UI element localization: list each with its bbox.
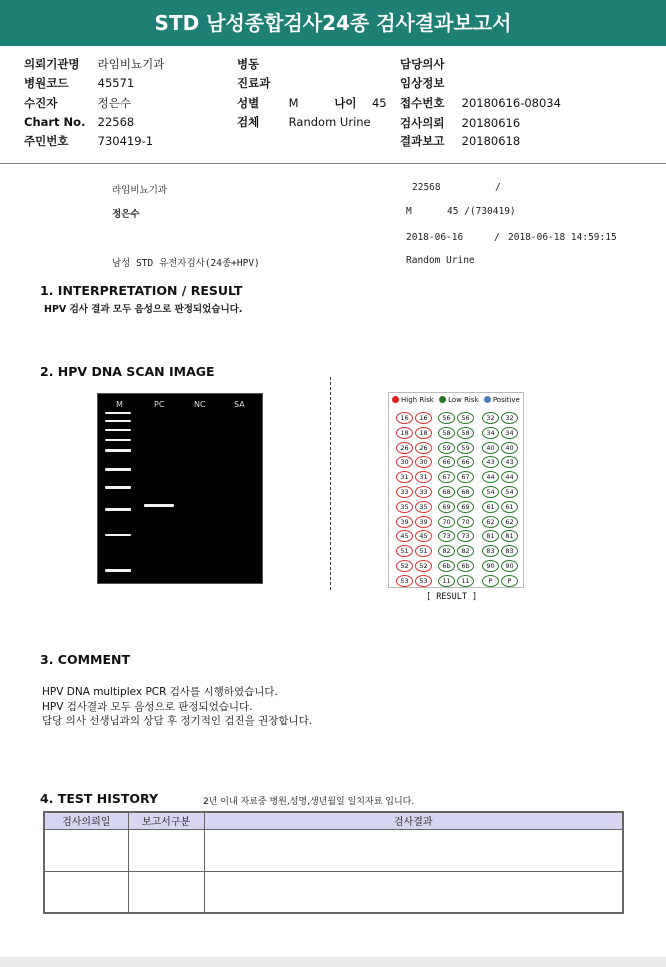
chip-spot: 56 bbox=[438, 412, 455, 424]
column-header-request-date: 검사의뢰일 bbox=[44, 812, 128, 829]
institution-row bbox=[24, 56, 164, 72]
chip-spot: 6b bbox=[457, 560, 474, 572]
chart-value: 22568 bbox=[97, 115, 135, 129]
positive-dot-icon bbox=[484, 396, 491, 403]
doctor-row bbox=[400, 56, 444, 72]
sex-value: M bbox=[288, 96, 299, 110]
institution-value: 라임비뇨기과 bbox=[97, 57, 165, 71]
column-header-result: 검사결과 bbox=[204, 812, 623, 829]
chip-spot: 45 bbox=[415, 530, 432, 542]
chip-spot: 6b bbox=[438, 560, 455, 572]
comment-line: HPV 검사결과 모두 음성으로 판정되었습니다. bbox=[42, 701, 253, 713]
chip-spot: P bbox=[482, 575, 499, 587]
chip-spot: 18 bbox=[396, 427, 413, 439]
gel-electrophoresis-image bbox=[97, 393, 263, 584]
gel-lane-label: M bbox=[116, 400, 123, 409]
chip-spot: 18 bbox=[415, 427, 432, 439]
resident-row bbox=[24, 133, 153, 149]
chip-spot: 67 bbox=[457, 471, 474, 483]
chip-spot: 90 bbox=[482, 560, 499, 572]
summary-institution: 라임비뇨기과 bbox=[112, 185, 168, 196]
history-title: 4. TEST HISTORY bbox=[40, 791, 159, 806]
chip-spot: 70 bbox=[457, 516, 474, 528]
chip-spot: 26 bbox=[396, 442, 413, 454]
chip-spot: 82 bbox=[438, 545, 455, 557]
report-date-label: 결과보고 bbox=[400, 134, 445, 148]
chip-spot: 58 bbox=[457, 427, 474, 439]
report-date-row bbox=[400, 133, 520, 149]
chip-spot: 54 bbox=[501, 486, 518, 498]
gel-band bbox=[105, 534, 131, 536]
chip-spot: 35 bbox=[396, 501, 413, 513]
specimen-label: 검체 bbox=[237, 115, 260, 129]
gel-band-positive-control bbox=[144, 504, 174, 507]
chip-spot: 33 bbox=[396, 486, 413, 498]
gel-band bbox=[105, 429, 131, 431]
comment-line: 담당 의사 선생님과의 상담 후 정기적인 검진을 권장합니다. bbox=[42, 715, 313, 727]
gel-lane-label: SA bbox=[234, 400, 245, 409]
resident-label: 주민번호 bbox=[24, 134, 69, 148]
chip-spot: 51 bbox=[396, 545, 413, 557]
comment-title: 3. COMMENT bbox=[40, 652, 131, 667]
legend-label: Positive bbox=[492, 396, 520, 404]
chip-spot: 11 bbox=[457, 575, 474, 587]
patient-value: 정은수 bbox=[97, 96, 131, 110]
hospital-code-label: 병원코드 bbox=[24, 76, 69, 90]
age-value: 45 bbox=[371, 96, 387, 110]
chip-spot: 83 bbox=[501, 545, 518, 557]
chip-spot: 83 bbox=[482, 545, 499, 557]
dept-label: 진료과 bbox=[237, 76, 271, 90]
chip-spot: 53 bbox=[415, 575, 432, 587]
dept-row bbox=[237, 75, 270, 91]
chip-spot: 34 bbox=[501, 427, 518, 439]
table-row bbox=[44, 871, 623, 913]
institution-label: 의뢰기관명 bbox=[24, 57, 80, 71]
summary-age-resident: 45 /(730419) bbox=[447, 206, 516, 217]
chip-spot: 30 bbox=[396, 456, 413, 468]
clinical-label: 임상정보 bbox=[400, 76, 445, 90]
history-header-row bbox=[44, 812, 623, 829]
chip-spot: 69 bbox=[438, 501, 455, 513]
gel-lane-label: NC bbox=[194, 400, 206, 409]
request-label: 검사의뢰 bbox=[400, 116, 445, 130]
chip-spot: 73 bbox=[438, 530, 455, 542]
table-row bbox=[44, 829, 623, 871]
doctor-label: 담당의사 bbox=[400, 57, 445, 71]
chip-legend bbox=[389, 396, 525, 404]
gel-band bbox=[105, 508, 131, 511]
chip-spot: 62 bbox=[501, 516, 518, 528]
chip-spot: 62 bbox=[482, 516, 499, 528]
request-row bbox=[400, 115, 520, 131]
legend-label: Low Risk bbox=[448, 396, 479, 404]
specimen-value: Random Urine bbox=[288, 115, 371, 129]
patient-label: 수진자 bbox=[24, 96, 58, 110]
chip-spot: 81 bbox=[482, 530, 499, 542]
interpretation-text: HPV 검사 결과 모두 음성으로 판정되었습니다. bbox=[44, 304, 243, 315]
chip-spot: 68 bbox=[457, 486, 474, 498]
interpretation-title: 1. INTERPRETATION / RESULT bbox=[40, 283, 243, 298]
divider-dashed-line bbox=[330, 377, 331, 590]
chip-spot: 67 bbox=[438, 471, 455, 483]
chip-spot: 16 bbox=[396, 412, 413, 424]
chip-spot: 70 bbox=[438, 516, 455, 528]
footer-bar bbox=[0, 957, 666, 967]
chip-spot: 40 bbox=[482, 442, 499, 454]
gel-band bbox=[105, 412, 131, 414]
chip-spot: 33 bbox=[415, 486, 432, 498]
summary-test-name: 남성 STD 유전자검사(24종+HPV) bbox=[112, 258, 260, 269]
table-cell bbox=[128, 829, 204, 871]
summary-patient: 정은수 bbox=[112, 209, 140, 220]
chip-spot: 30 bbox=[415, 456, 432, 468]
chip-spot: 45 bbox=[396, 530, 413, 542]
chip-spot: 66 bbox=[438, 456, 455, 468]
chip-spot: 90 bbox=[501, 560, 518, 572]
chip-spot: 73 bbox=[457, 530, 474, 542]
legend-label: High Risk bbox=[401, 396, 434, 404]
report-date-value: 20180618 bbox=[461, 134, 521, 148]
summary-chart-slash: / bbox=[495, 182, 501, 193]
gel-band bbox=[105, 486, 131, 489]
receipt-label: 접수번호 bbox=[400, 96, 445, 110]
header-info bbox=[0, 46, 666, 164]
gel-lane-label: PC bbox=[154, 400, 165, 409]
table-cell bbox=[204, 871, 623, 913]
summary-sex: M bbox=[406, 206, 412, 217]
chart-label: Chart No. bbox=[24, 115, 86, 129]
table-cell bbox=[44, 871, 128, 913]
low-risk-dot-icon bbox=[439, 396, 446, 403]
patient-row bbox=[24, 95, 131, 111]
chip-spot: 51 bbox=[415, 545, 432, 557]
gel-band bbox=[105, 569, 131, 572]
hpv-chip-result-image bbox=[388, 392, 524, 588]
column-header-report-type: 보고서구분 bbox=[128, 812, 204, 829]
chip-spot: 58 bbox=[438, 427, 455, 439]
sex-label: 성별 bbox=[237, 96, 260, 110]
chip-spot: 44 bbox=[482, 471, 499, 483]
chip-spot: 68 bbox=[438, 486, 455, 498]
hospital-code-row bbox=[24, 75, 134, 91]
chip-spot: P bbox=[501, 575, 518, 587]
scan-title: 2. HPV DNA SCAN IMAGE bbox=[40, 364, 215, 379]
chip-spot: 39 bbox=[396, 516, 413, 528]
high-risk-dot-icon bbox=[392, 396, 399, 403]
sex-age-row bbox=[237, 95, 387, 111]
chip-spot: 69 bbox=[457, 501, 474, 513]
chip-spot: 35 bbox=[415, 501, 432, 513]
chip-spot: 53 bbox=[396, 575, 413, 587]
gel-band bbox=[105, 449, 131, 452]
table-cell bbox=[44, 829, 128, 871]
chip-spot: 39 bbox=[415, 516, 432, 528]
history-note: 2년 이내 자료중 병원,성명,생년월일 일치자료 입니다. bbox=[203, 797, 415, 807]
summary-date-slash: / bbox=[494, 232, 500, 243]
chip-spot: 61 bbox=[501, 501, 518, 513]
hospital-code-value: 45571 bbox=[97, 76, 135, 90]
summary-specimen: Random Urine bbox=[406, 255, 475, 266]
chip-spot: 54 bbox=[482, 486, 499, 498]
chip-spot: 40 bbox=[501, 442, 518, 454]
chip-spot: 52 bbox=[415, 560, 432, 572]
chart-row bbox=[24, 115, 134, 129]
summary-chart: 22568 bbox=[412, 182, 441, 193]
report-title: STD 남성종합검사24종 검사결과보고서 bbox=[0, 0, 666, 46]
table-cell bbox=[204, 829, 623, 871]
chip-spot: 32 bbox=[501, 412, 518, 424]
chip-spot: 43 bbox=[501, 456, 518, 468]
chip-spot: 81 bbox=[501, 530, 518, 542]
chip-spot: 59 bbox=[457, 442, 474, 454]
chip-spot: 59 bbox=[438, 442, 455, 454]
clinical-row bbox=[400, 75, 444, 91]
summary-date1: 2018-06-16 bbox=[406, 232, 464, 243]
receipt-row bbox=[400, 95, 561, 111]
ward-label: 병동 bbox=[237, 57, 260, 71]
chip-spot: 26 bbox=[415, 442, 432, 454]
chip-spot: 31 bbox=[415, 471, 432, 483]
age-label: 나이 bbox=[334, 96, 357, 110]
chip-spot: 31 bbox=[396, 471, 413, 483]
chip-spot: 52 bbox=[396, 560, 413, 572]
result-caption: [ RESULT ] bbox=[426, 592, 478, 602]
chip-spot: 16 bbox=[415, 412, 432, 424]
gel-band bbox=[105, 468, 131, 471]
chip-spot: 34 bbox=[482, 427, 499, 439]
request-value: 20180616 bbox=[461, 116, 521, 130]
table-cell bbox=[128, 871, 204, 913]
specimen-row bbox=[237, 114, 371, 130]
comment-line: HPV DNA multiplex PCR 검사를 시행하였습니다. bbox=[42, 686, 278, 698]
ward-row bbox=[237, 56, 259, 72]
chip-spot: 56 bbox=[457, 412, 474, 424]
chip-spot: 82 bbox=[457, 545, 474, 557]
resident-value: 730419-1 bbox=[97, 134, 154, 148]
gel-band bbox=[105, 420, 131, 422]
receipt-value: 20180616-08034 bbox=[461, 96, 561, 110]
summary-date2: 2018-06-18 14:59:15 bbox=[508, 232, 617, 243]
chip-spot: 43 bbox=[482, 456, 499, 468]
gel-band bbox=[105, 439, 131, 441]
chip-spot: 66 bbox=[457, 456, 474, 468]
chip-spot: 61 bbox=[482, 501, 499, 513]
chip-spot: 44 bbox=[501, 471, 518, 483]
chip-spot: 32 bbox=[482, 412, 499, 424]
history-table bbox=[43, 811, 624, 914]
chip-spot: 11 bbox=[438, 575, 455, 587]
